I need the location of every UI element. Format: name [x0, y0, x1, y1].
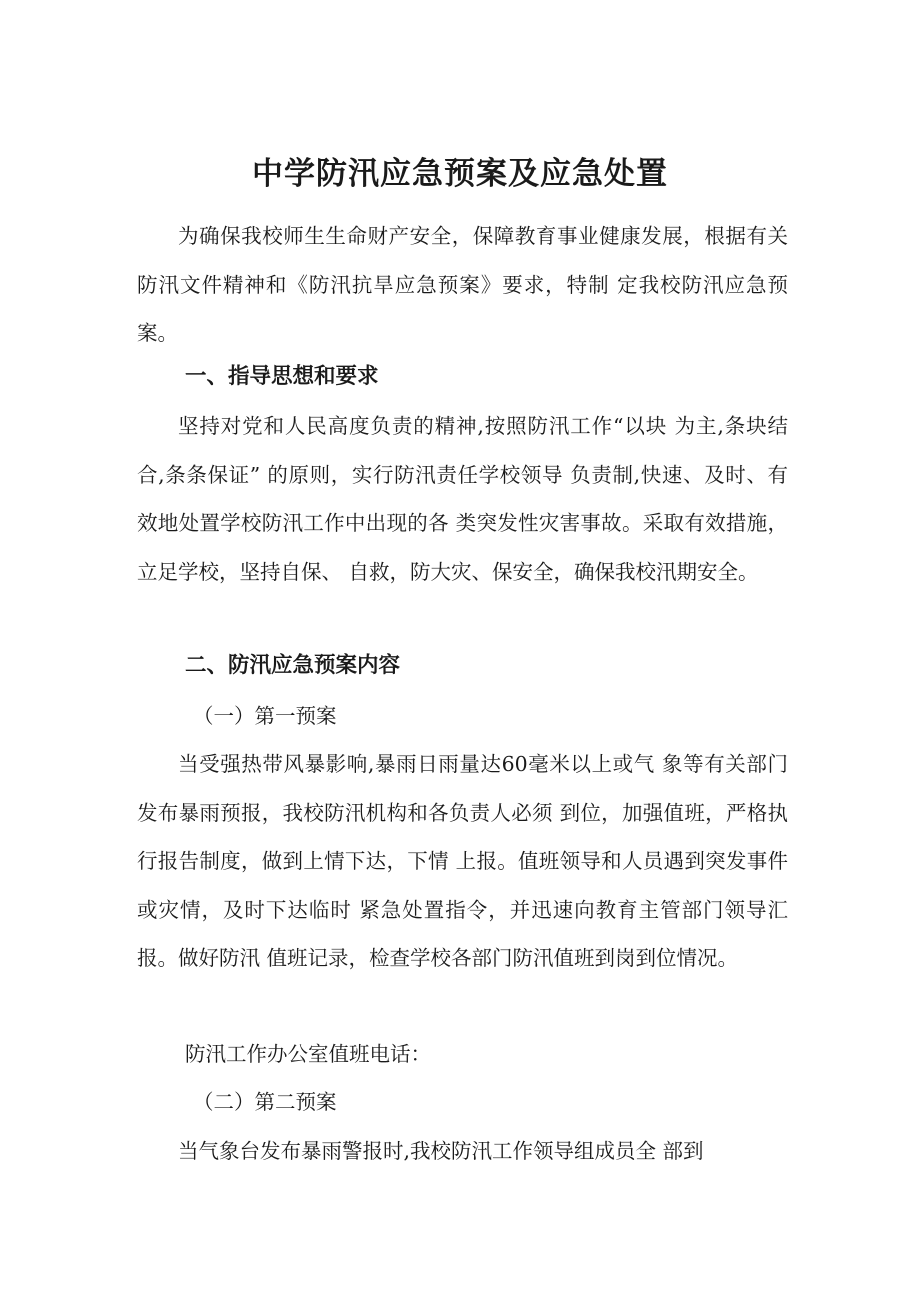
section2-heading: 二、防汛应急预案内容 [185, 653, 401, 678]
plan1-paragraph: 当受强热带风暴影响,暴雨日雨量达60毫米以上或气 象等有关部门发布暴雨预报，我校防汛机构和各负责人必须 到位，加强值班，严格执行报告制度，做到上情下达，下情 上报。值班领导和人员遇到突发事件或灾情，及时下达临时 紧急处置指令，并迅速向教育主管部门领导汇报。做好防汛 值班记录，检查学校各部门防汛值班到岗到位情况。 [137, 752, 788, 970]
document-title: 中学防汛应急预案及应急处置 [252, 155, 668, 192]
plan1-label: （一）第一预案 [193, 704, 337, 728]
plan2-label: （二）第二预案 [193, 1090, 337, 1114]
section1-paragraph: 坚持对党和人民高度负责的精神,按照防汛工作“以块 为主,条块结合,条条保证” 的原则，实行防汛责任学校领导 负责制,快速、及时、有效地处置学校防汛工作中出现的各 类突发性灾害事故。采取有效措施，立足学校，坚持自保、 自救，防大灾、保安全，确保我校汛期安全。 [137, 414, 788, 584]
intro-paragraph: 为确保我校师生生命财产安全，保障教育事业健康发展，根据有关防汛文件精神和《防汛抗旱应急预案》要求，特制 定我校防汛应急预案。 [137, 224, 788, 345]
plan2-paragraph: 当气象台发布暴雨警报时,我校防汛工作领导组成员全 部到 [178, 1139, 704, 1163]
section1-heading: 一、指导思想和要求 [185, 364, 379, 389]
duty-phone-line: 防汛工作办公室值班电话： [185, 1042, 431, 1066]
